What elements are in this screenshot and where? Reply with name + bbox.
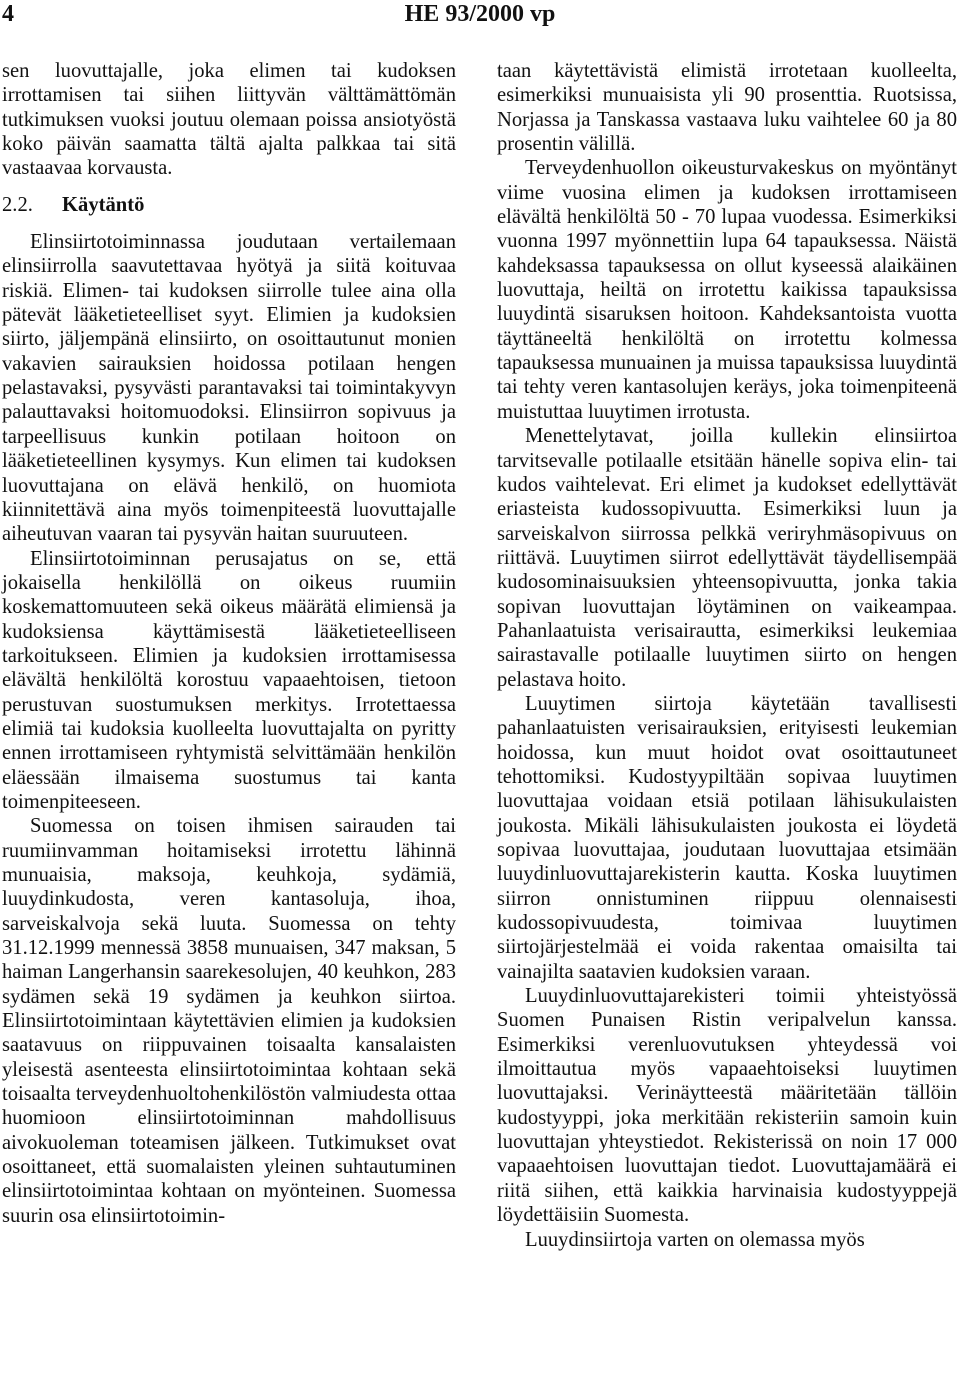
paragraph: Menettelytavat, joilla kullekin elinsiirtoa tarvitsevalle potilaalle etsitään hänelle sopiva elin- tai kudos vaihtelevat. Eri elimet ja kudokset edellyttävät eriasteista kudossopivuutta. Esimerkiksi luun ja sarveiskalvon siirrossa pelkkä veriryhmäsopivuus on riittävä. Luuytimen siirrot edellyttävät täydellisempää kudosominaisuuksien yhteensopivuutta, jonka takia sopivan luovuttajan löytäminen on vaikeampaa. Pahanlaatuista verisairautta, esimerkiksi leukemiaa sairastavalle potilaalle luuytimen siirto on hengen pelastava hoito. [497, 425, 957, 691]
paragraph: Luuytimen siirtoja käytetään tavallisesti pahanlaatuisten verisairauksien, erityisesti leukemian hoidossa, kun muut hoidot ovat osoittautuneet tehottomiksi. Kudostyypiltään sopivaa luuytimen luovuttajaa voidaan etsiä potilaan lähisukulaisten joukosta. Mikäli lähisukulaisten joukosta ei löydetä sopivaa luovuttajaa, joudutaan luovuttajaa etsimään luuydinluovuttajarekisterin kautta. Koska luuytimen siirron onnistuminen riippuu olennaisesti kudossopivuudesta, toimivaa luuytimen siirtojärjestelmää ei voida rakentaa omaisilta tai vainajilta saatavien kudoksien varaan. [497, 692, 957, 983]
section-number: 2.2. [2, 193, 33, 216]
paragraph-continuation: taan käytettävistä elimistä irrotetaan kuolleelta, esimerkiksi munuaisista yli 90 prosenttia. Ruotsissa, Norjassa ja Tanskassa vastaava luku vaihtelee 60 ja 80 prosentin välillä. [497, 60, 957, 156]
paragraph: Luuydinsiirtoja varten on olemassa myös [525, 1228, 865, 1251]
paragraph: Elinsiirtotoiminnan perusajatus on se, että jokaisella henkilöllä on oikeus ruumiin koskemattomuuteen sekä oikeus määrätä elimiensä ja kudoksiensa käyttämisestä lääketieteelliseen tarkoitukseen. Elimien ja kudoksien irrottamisessa elävältä henkilöltä korostuu vapaaehtoisen, tietoon perustuvan suostumuksen merkitys. Irrotettaessa elimiä tai kudoksia kuolleelta luovuttajalta on pyritty ennen irrottamiseen ryhtymistä selvittämään henkilön eläessään ilmaisema suostumus tai kanta toimenpiteeseen. [2, 547, 456, 813]
page-number: 4 [2, 1, 14, 27]
paragraph: Suomessa on toisen ihmisen sairauden tai ruumiinvamman hoitamiseksi irrotettu lähinnä munuaisia, maksoja, keuhkoja, sydämiä, luuydinkudosta, veren kantasoluja, ihoa, sarveiskalvoja sekä luuta. Suomessa on tehty 31.12.1999 mennessä 3858 munuaisen, 347 maksan, 5 haiman Langerhansin saarekesolujen, 40 keuhkon, 283 sydämen sekä 19 sydämen ja keuhkon siirtoa. Elinsiirtotoimintaan käytettävien elimien ja kudoksien saatavuus on riippuvainen toisaalta kansalaisten yleisestä asenteesta elinsiirtotoimintaa kohtaan sekä toisaalta terveydenhuoltohenkilöstön valmiudesta ottaa huomioon elinsiirtotoiminnan mahdollisuus aivokuoleman toteamisen jälkeen. Tutkimukset ovat osoittaneet, että suomalaisten yleinen suhtautuminen elinsiirtotoimintaa kohtaan on myönteinen. Suomessa suurin osa elinsiirtotoimin- [2, 815, 456, 1227]
page-header [0, 0, 960, 40]
document-id: HE 93/2000 vp [404, 1, 556, 27]
section-heading [2, 193, 456, 217]
paragraph: Luuydinluovuttajarekisteri toimii yhteistyössä Suomen Punaisen Ristin veripalvelun kanssa. Esimerkiksi verenluovutuksen yhteydessä voi ilmoittautua myös vapaaehtoiseksi luuytimen luovuttajaksi. Verinäytteestä määritetään tällöin kudostyyppi, joka merkitään rekisteriin samoin kuin luovuttajan yhteystiedot. Rekisterissä on noin 17 000 vapaaehtoisen luovuttajan tiedot. Luovuttajamäärä ei riitä siihen, että kaikkia harvinaisia kudostyyppejä löydettäisiin Suomesta. [497, 985, 957, 1227]
right-column [497, 59, 957, 1252]
paragraph: Terveydenhuollon oikeusturvakeskus on myöntänyt viime vuosina elimen ja kudoksen irrottamiseen elävältä henkilöltä 50 - 70 lupaa vuodessa. Esimerkiksi vuonna 1997 myönnettiin lupa 64 tapauksessa. Näistä kahdeksassa tapauksessa on ollut kyseessä alaikäinen luovuttaja, heiltä on irrotettu kaikissa tapauksissa luuydintä sisaruksen hoitoon. Kahdeksantoista vuotta täyttäneeltä henkilöltä on irrotettu kolmessa tapauksessa munuainen ja muissa tapauksissa luuydintä tai tehty veren kantasolujen keräys, joka toimenpiteenä muistuttaa luuytimen irrotusta. [497, 157, 957, 423]
paragraph-continuation: sen luovuttajalle, joka elimen tai kudoksen irrottamisen tai siihen liittyvän välttämättömän tutkimuksen vuoksi joutuu olemaan poissa ansiotyöstä koko päivän saamatta tältä ajalta palkkaa tai sitä vastaavaa korvausta. [2, 60, 456, 180]
left-column [2, 59, 456, 1228]
paragraph: Elinsiirtotoiminnassa joudutaan vertailemaan elinsiirrolla saavutettavaa hyötyä ja siitä koituvaa riskiä. Elimen- tai kudoksen siirrolle tulee aina olla pätevät lääketieteelliset syyt. Elimien ja kudoksien siirto, jäljempänä elinsiirto, on osoittautunut monien vakavien sairauksien hoidossa potilaan hengen pelastavaksi, pysyvästi parantavaksi tai toimintakyvyn palauttavaksi hoitomuodoksi. Elinsiirron sopivuus ja tarpeellisuus kunkin potilaan hoitoon on lääketieteellinen kysymys. Kun elimen tai kudoksen luovuttajana on elävä henkilö, on huomiota kiinnitettävä aina myös toimenpiteestä luovuttajalle aiheutuvan vaaran tai pysyvän haitan suuruuteen. [2, 231, 456, 546]
section-title: Käytäntö [62, 193, 145, 216]
